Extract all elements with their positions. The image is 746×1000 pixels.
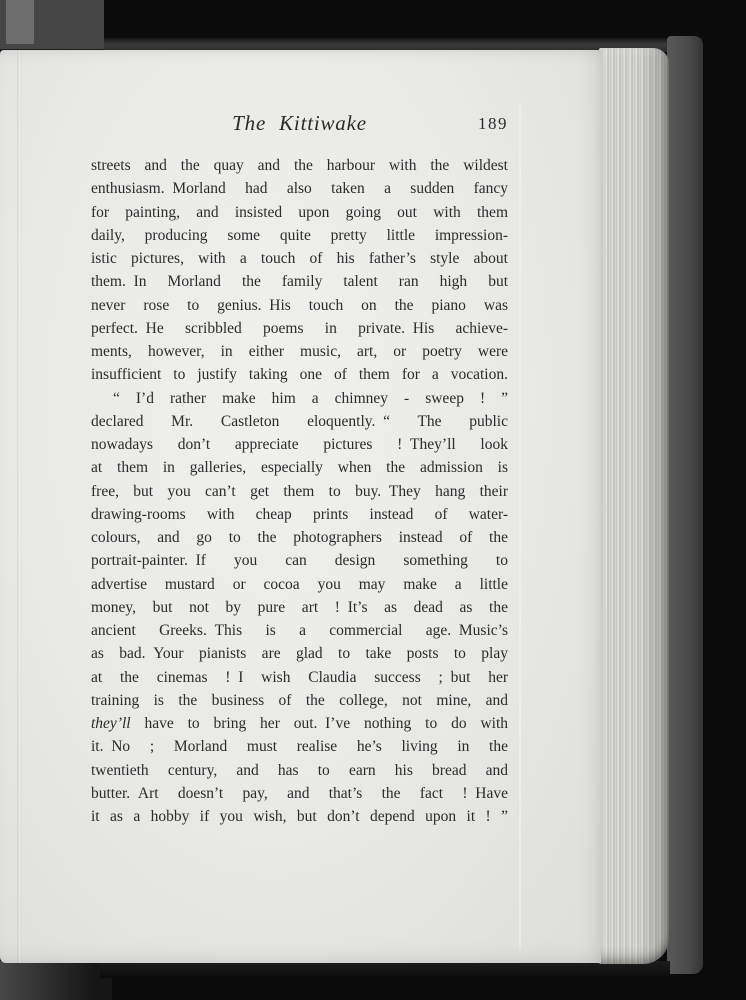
book-cover-right-edge — [667, 36, 703, 974]
page-number: 189 — [478, 114, 508, 133]
page-title: The Kittiwake — [232, 111, 367, 135]
book-page — [0, 50, 601, 963]
text-line: never rose to genius. His touch on the piano was — [91, 296, 508, 314]
text-line: advertise mustard or cocoa you may make a little — [91, 575, 508, 593]
text-line: drawing-rooms with cheap prints instead of water- — [91, 505, 508, 523]
text-line: enthusiasm. Morland had also taken a sudden fancy — [91, 180, 508, 198]
text-line: twentieth century, and has to earn his bread and — [91, 761, 508, 779]
text-line: training is the business of the college, not mine, and — [91, 691, 508, 709]
text-line: nowadays don’t appreciate pictures ! They’ll look — [91, 436, 508, 453]
text-line: colours, and go to the photographers instead of the — [91, 529, 508, 546]
text-line: it. No ; Morland must realise he’s living in the — [91, 738, 508, 756]
text-line: them. In Morland the family talent ran high but — [91, 273, 508, 291]
page-text — [91, 154, 508, 828]
text-line: for painting, and insisted upon going out with them — [91, 203, 508, 221]
running-head — [91, 108, 508, 138]
page-edge-sheen — [519, 105, 521, 950]
text-line: money, but not by pure art ! It’s as dead as the — [91, 598, 508, 616]
text-line: portrait-painter. If you can design something to — [91, 552, 508, 570]
text-line: ancient Greeks. This is a commercial age. Music’s — [91, 622, 508, 639]
text-line: streets and the quay and the harbour with the wildest — [91, 157, 508, 174]
text-line: butter. Art doesn’t pay, and that’s the fact ! Have — [91, 784, 508, 802]
text-line: insufficient to justify taking one of them for a vocation. — [91, 366, 508, 384]
gutter-crease — [17, 50, 22, 963]
book-cover-bottom-edge — [100, 961, 670, 978]
text-line: it as a hobby if you wish, but don’t depend upon it ! ” — [91, 808, 508, 825]
text-line: as bad. Your pianists are glad to take posts to play — [91, 645, 508, 663]
text-line: ments, however, in either music, art, or poetry were — [91, 343, 508, 360]
text-line: istic pictures, with a touch of his father’s style about — [91, 250, 508, 267]
text-line: perfect. He scribbled poems in private. His achieve- — [91, 319, 508, 337]
text-line: daily, producing some quite pretty little impression- — [91, 226, 508, 244]
book-cover-accent — [6, 0, 34, 44]
text-line: at them in galleries, especially when the admission is — [91, 459, 508, 477]
text-line: at the cinemas ! I wish Claudia success ; but her — [91, 668, 508, 686]
text-line: declared Mr. Castleton eloquently. “ The public — [91, 412, 508, 430]
book-cover-bottom-left — [0, 961, 112, 1000]
text-line: free, but you can’t get them to buy. They hang their — [91, 482, 508, 500]
text-line: they’ll have to bring her out. I’ve nothing to do with — [91, 715, 508, 732]
page-stack-fore-edge — [599, 48, 669, 964]
text-line: “ I’d rather make him a chimney - sweep ! ” — [113, 389, 508, 407]
